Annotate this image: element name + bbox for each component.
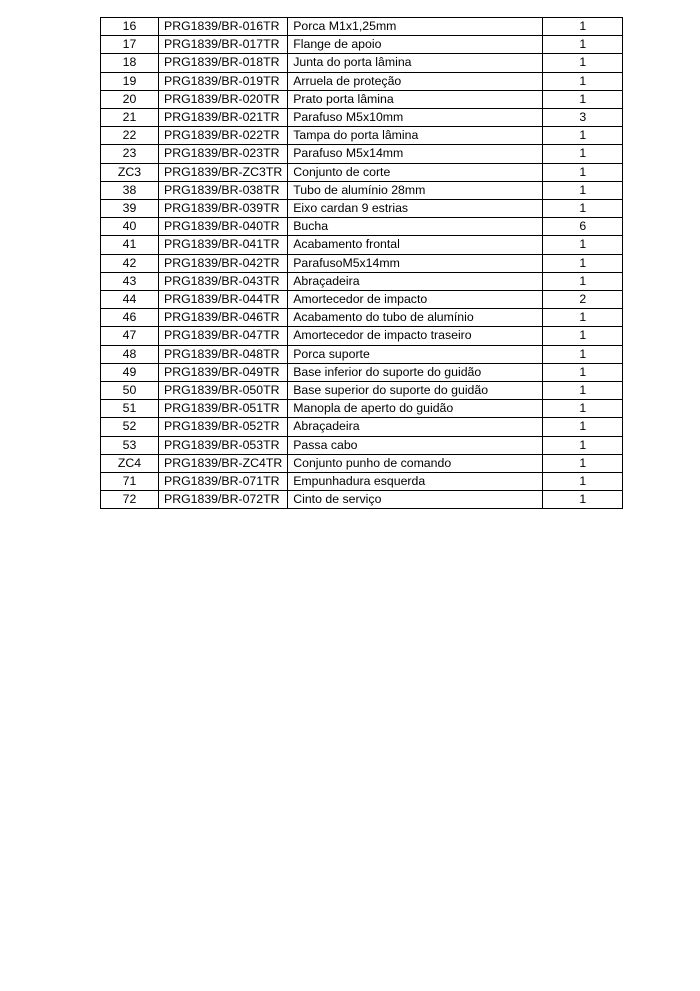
part-code-cell: PRG1839/BR-039TR	[159, 200, 288, 218]
part-code-cell: PRG1839/BR-044TR	[159, 291, 288, 309]
quantity-cell: 1	[543, 72, 623, 90]
table-row	[101, 54, 623, 72]
table-row	[101, 36, 623, 54]
part-code-cell: PRG1839/BR-043TR	[159, 272, 288, 290]
table-row	[101, 163, 623, 181]
description-cell: Parafuso M5x14mm	[288, 145, 543, 163]
quantity-cell: 1	[543, 36, 623, 54]
table-row	[101, 345, 623, 363]
description-cell: Junta do porta lâmina	[288, 54, 543, 72]
description-cell: ParafusoM5x14mm	[288, 254, 543, 272]
quantity-cell: 1	[543, 163, 623, 181]
quantity-cell: 1	[543, 90, 623, 108]
description-cell: Acabamento frontal	[288, 236, 543, 254]
table-row	[101, 18, 623, 36]
table-row	[101, 200, 623, 218]
quantity-cell: 1	[543, 382, 623, 400]
quantity-cell: 1	[543, 145, 623, 163]
item-number-cell: 72	[101, 491, 159, 509]
table-row	[101, 309, 623, 327]
item-number-cell: 51	[101, 400, 159, 418]
description-cell: Base inferior do suporte do guidão	[288, 363, 543, 381]
table-row	[101, 436, 623, 454]
table-row	[101, 72, 623, 90]
item-number-cell: 44	[101, 291, 159, 309]
description-cell: Porca suporte	[288, 345, 543, 363]
description-cell: Flange de apoio	[288, 36, 543, 54]
part-code-cell: PRG1839/BR-016TR	[159, 18, 288, 36]
quantity-cell: 1	[543, 54, 623, 72]
description-cell: Empunhadura esquerda	[288, 473, 543, 491]
item-number-cell: 17	[101, 36, 159, 54]
quantity-cell: 1	[543, 127, 623, 145]
part-code-cell: PRG1839/BR-019TR	[159, 72, 288, 90]
item-number-cell: 49	[101, 363, 159, 381]
quantity-cell: 1	[543, 400, 623, 418]
part-code-cell: PRG1839/BR-020TR	[159, 90, 288, 108]
parts-table-body	[101, 18, 623, 509]
quantity-cell: 1	[543, 454, 623, 472]
description-cell: Passa cabo	[288, 436, 543, 454]
quantity-cell: 6	[543, 218, 623, 236]
table-row	[101, 400, 623, 418]
item-number-cell: ZC3	[101, 163, 159, 181]
item-number-cell: 21	[101, 109, 159, 127]
quantity-cell: 1	[543, 491, 623, 509]
quantity-cell: 1	[543, 236, 623, 254]
quantity-cell: 1	[543, 327, 623, 345]
item-number-cell: 16	[101, 18, 159, 36]
description-cell: Amortecedor de impacto traseiro	[288, 327, 543, 345]
table-row	[101, 181, 623, 199]
description-cell: Base superior do suporte do guidão	[288, 382, 543, 400]
description-cell: Tubo de alumínio 28mm	[288, 181, 543, 199]
description-cell: Prato porta lâmina	[288, 90, 543, 108]
item-number-cell: 48	[101, 345, 159, 363]
item-number-cell: 71	[101, 473, 159, 491]
quantity-cell: 1	[543, 418, 623, 436]
part-code-cell: PRG1839/BR-047TR	[159, 327, 288, 345]
table-row	[101, 363, 623, 381]
item-number-cell: 18	[101, 54, 159, 72]
item-number-cell: 43	[101, 272, 159, 290]
description-cell: Parafuso M5x10mm	[288, 109, 543, 127]
quantity-cell: 1	[543, 309, 623, 327]
description-cell: Arruela de proteção	[288, 72, 543, 90]
description-cell: Amortecedor de impacto	[288, 291, 543, 309]
table-row	[101, 382, 623, 400]
item-number-cell: 20	[101, 90, 159, 108]
description-cell: Cinto de serviço	[288, 491, 543, 509]
item-number-cell: 19	[101, 72, 159, 90]
part-code-cell: PRG1839/BR-041TR	[159, 236, 288, 254]
table-row	[101, 236, 623, 254]
part-code-cell: PRG1839/BR-022TR	[159, 127, 288, 145]
description-cell: Bucha	[288, 218, 543, 236]
table-row	[101, 127, 623, 145]
description-cell: Acabamento do tubo de alumínio	[288, 309, 543, 327]
part-code-cell: PRG1839/BR-023TR	[159, 145, 288, 163]
item-number-cell: 39	[101, 200, 159, 218]
part-code-cell: PRG1839/BR-053TR	[159, 436, 288, 454]
item-number-cell: 47	[101, 327, 159, 345]
quantity-cell: 1	[543, 345, 623, 363]
part-code-cell: PRG1839/BR-042TR	[159, 254, 288, 272]
quantity-cell: 1	[543, 363, 623, 381]
quantity-cell: 1	[543, 181, 623, 199]
item-number-cell: 50	[101, 382, 159, 400]
part-code-cell: PRG1839/BR-ZC3TR	[159, 163, 288, 181]
description-cell: Manopla de aperto do guidão	[288, 400, 543, 418]
part-code-cell: PRG1839/BR-017TR	[159, 36, 288, 54]
item-number-cell: ZC4	[101, 454, 159, 472]
part-code-cell: PRG1839/BR-050TR	[159, 382, 288, 400]
part-code-cell: PRG1839/BR-072TR	[159, 491, 288, 509]
table-row	[101, 473, 623, 491]
item-number-cell: 22	[101, 127, 159, 145]
table-row	[101, 109, 623, 127]
description-cell: Abraçadeira	[288, 418, 543, 436]
table-row	[101, 218, 623, 236]
item-number-cell: 40	[101, 218, 159, 236]
table-row	[101, 491, 623, 509]
table-row	[101, 327, 623, 345]
part-code-cell: PRG1839/BR-051TR	[159, 400, 288, 418]
quantity-cell: 1	[543, 254, 623, 272]
part-code-cell: PRG1839/BR-021TR	[159, 109, 288, 127]
description-cell: Abraçadeira	[288, 272, 543, 290]
quantity-cell: 1	[543, 200, 623, 218]
item-number-cell: 53	[101, 436, 159, 454]
table-row	[101, 418, 623, 436]
table-row	[101, 145, 623, 163]
part-code-cell: PRG1839/BR-018TR	[159, 54, 288, 72]
description-cell: Porca M1x1,25mm	[288, 18, 543, 36]
quantity-cell: 1	[543, 272, 623, 290]
part-code-cell: PRG1839/BR-048TR	[159, 345, 288, 363]
quantity-cell: 3	[543, 109, 623, 127]
description-cell: Eixo cardan 9 estrias	[288, 200, 543, 218]
quantity-cell: 1	[543, 18, 623, 36]
item-number-cell: 23	[101, 145, 159, 163]
part-code-cell: PRG1839/BR-038TR	[159, 181, 288, 199]
table-row	[101, 454, 623, 472]
item-number-cell: 41	[101, 236, 159, 254]
table-row	[101, 254, 623, 272]
quantity-cell: 2	[543, 291, 623, 309]
item-number-cell: 52	[101, 418, 159, 436]
parts-table	[100, 17, 623, 509]
description-cell: Conjunto de corte	[288, 163, 543, 181]
quantity-cell: 1	[543, 473, 623, 491]
item-number-cell: 46	[101, 309, 159, 327]
quantity-cell: 1	[543, 436, 623, 454]
part-code-cell: PRG1839/BR-040TR	[159, 218, 288, 236]
table-row	[101, 291, 623, 309]
table-row	[101, 90, 623, 108]
description-cell: Tampa do porta lâmina	[288, 127, 543, 145]
item-number-cell: 42	[101, 254, 159, 272]
table-row	[101, 272, 623, 290]
item-number-cell: 38	[101, 181, 159, 199]
part-code-cell: PRG1839/BR-ZC4TR	[159, 454, 288, 472]
part-code-cell: PRG1839/BR-052TR	[159, 418, 288, 436]
description-cell: Conjunto punho de comando	[288, 454, 543, 472]
part-code-cell: PRG1839/BR-046TR	[159, 309, 288, 327]
part-code-cell: PRG1839/BR-071TR	[159, 473, 288, 491]
part-code-cell: PRG1839/BR-049TR	[159, 363, 288, 381]
